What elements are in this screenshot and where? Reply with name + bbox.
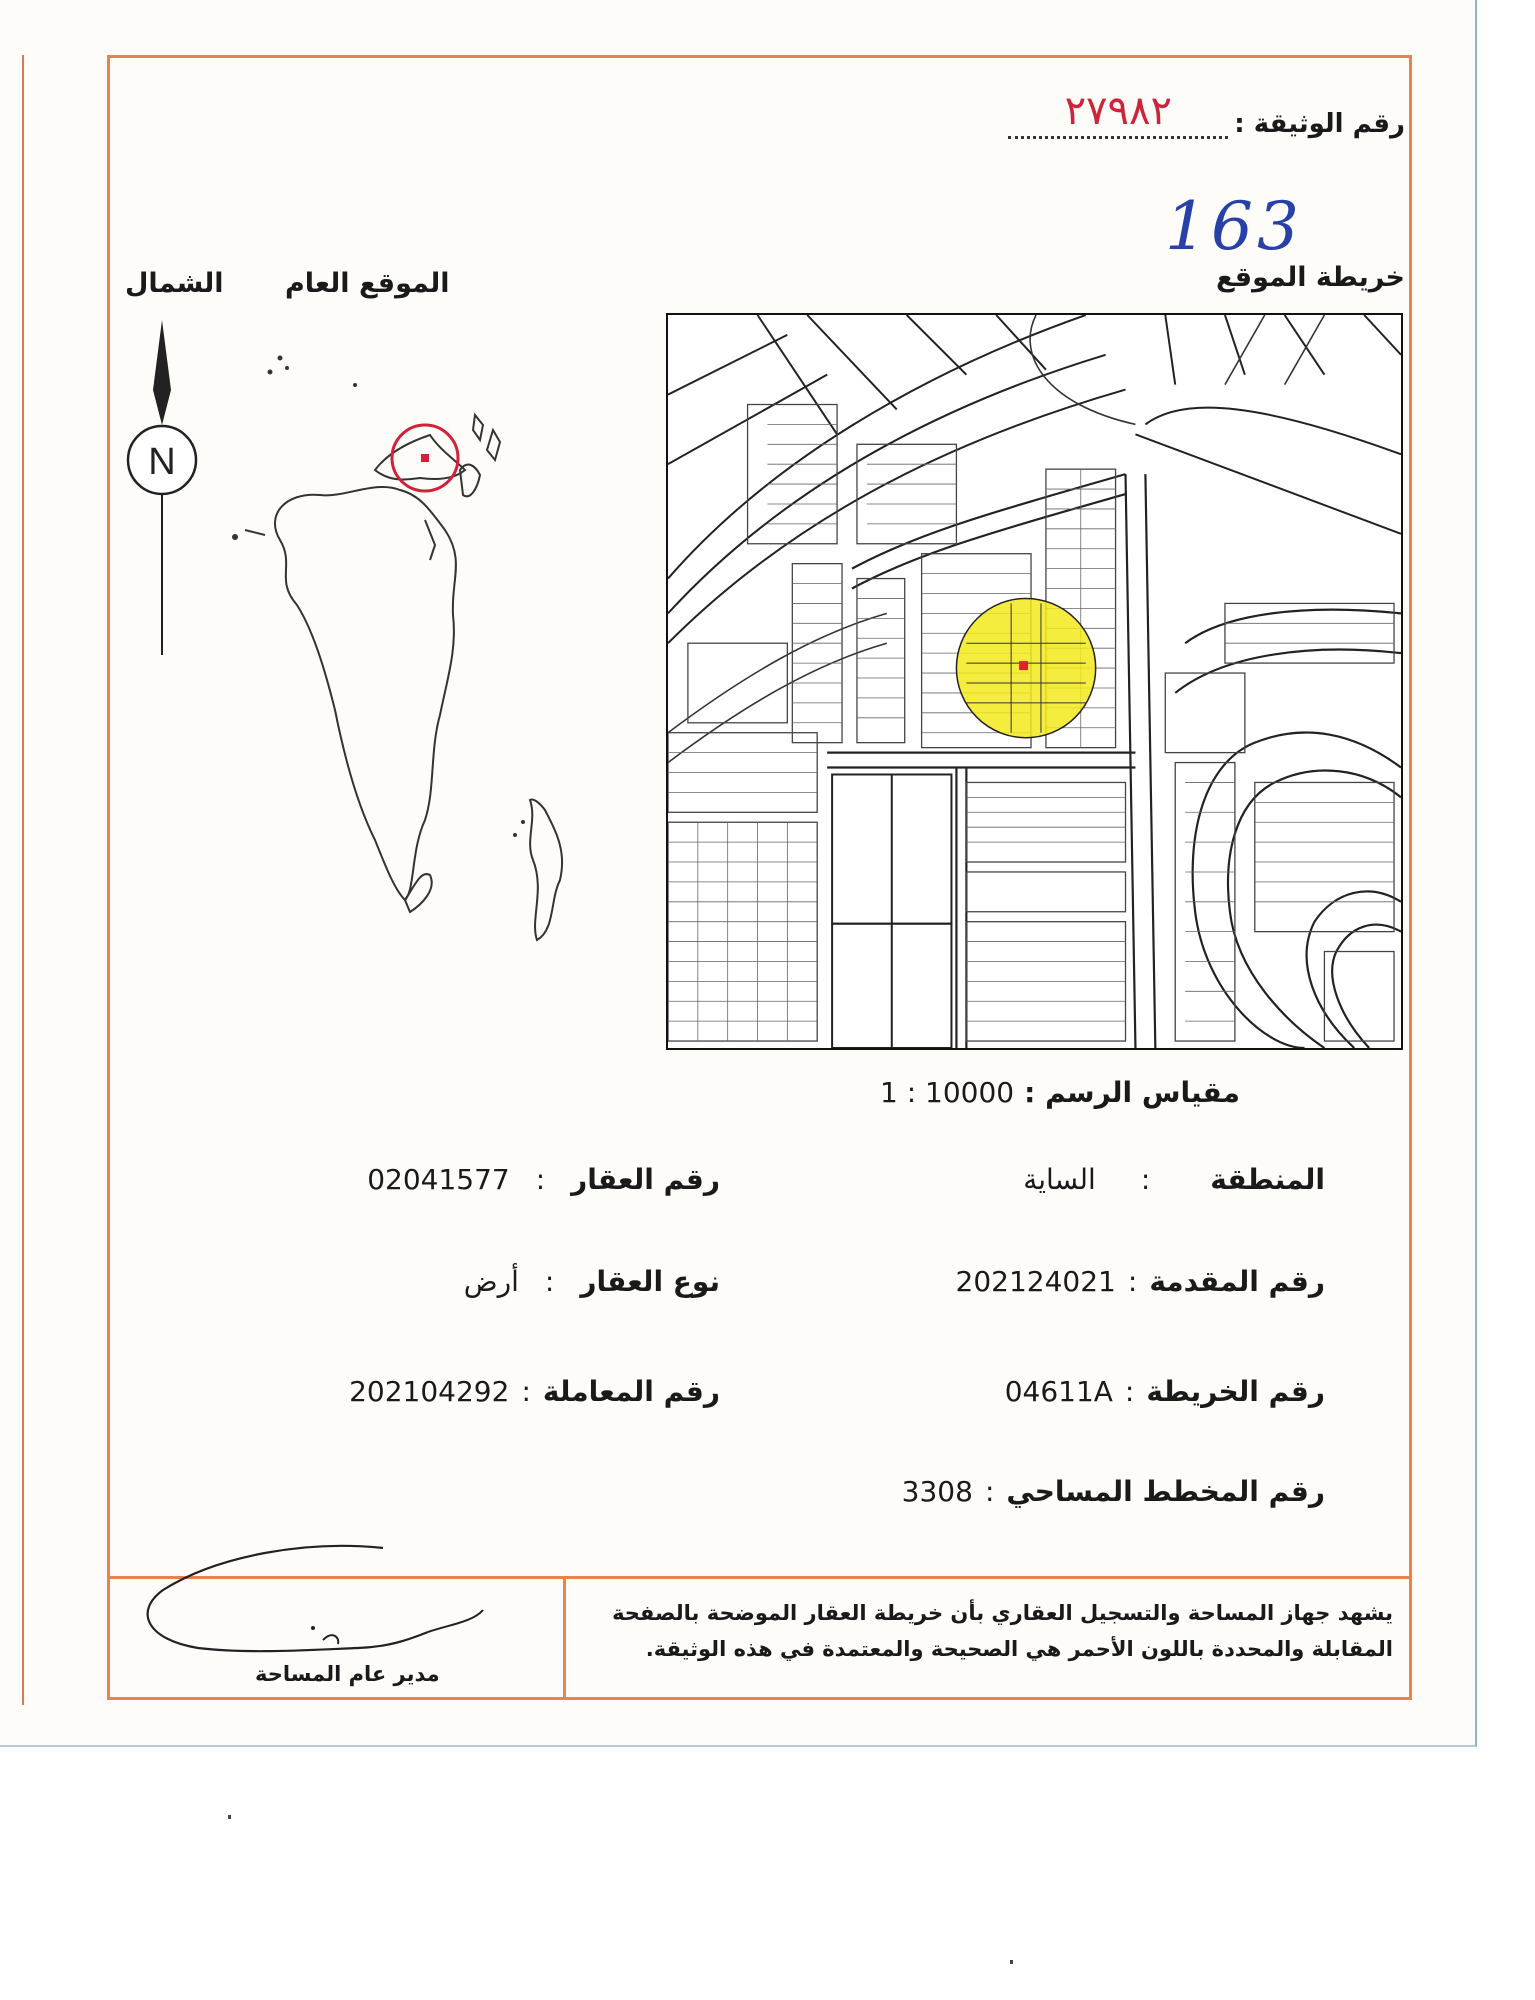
field-property-type — [464, 1265, 720, 1298]
scale-value: 1 : 10000 — [880, 1076, 1015, 1109]
bahrain-overview-map — [225, 330, 585, 1010]
region-label: المنطقة — [1210, 1163, 1325, 1196]
application-number-separator: : — [1127, 1265, 1138, 1298]
field-transaction-number — [349, 1375, 720, 1408]
property-number-value: 02041577 — [367, 1163, 510, 1196]
survey-plan-number-separator: : — [984, 1475, 995, 1508]
application-number-value: 202124021 — [955, 1265, 1116, 1298]
transaction-number-separator: : — [521, 1375, 531, 1408]
property-number-label: رقم العقار — [571, 1163, 720, 1196]
document-number-row — [1008, 88, 1405, 139]
transaction-number-label: رقم المعاملة — [542, 1375, 720, 1408]
director-title: مدير عام المساحة — [255, 1662, 440, 1686]
north-arrow-icon — [125, 320, 200, 660]
director-signature — [128, 1540, 508, 1670]
field-region — [1023, 1163, 1325, 1196]
field-survey-plan-number — [902, 1475, 1325, 1508]
survey-plan-number-label: رقم المخطط المساحي — [1006, 1475, 1325, 1508]
property-number-separator: : — [535, 1163, 546, 1196]
region-value: الساية — [1023, 1163, 1096, 1196]
north-letter: N — [148, 441, 176, 483]
field-application-number — [956, 1265, 1325, 1298]
certification-text: يشهد جهاز المساحة والتسجيل العقاري بأن خريطة العقار الموضحة بالصفحة المقابلة والمحددة باللون الأحمر هي الصحيحة والمعتمدة في هذه الوثيقة. — [612, 1601, 1393, 1661]
certification-divider — [563, 1576, 566, 1700]
handwritten-note: 163 — [1165, 188, 1303, 265]
scale-label: مقياس الرسم : — [1024, 1076, 1240, 1109]
map-number-separator: : — [1124, 1375, 1135, 1408]
site-location-map — [666, 313, 1403, 1050]
application-number-label: رقم المقدمة — [1149, 1265, 1325, 1298]
map-number-value: 04611A — [1004, 1375, 1113, 1408]
document-number-value: ٢٧٩٨٢ — [1008, 88, 1228, 139]
map-number-label: رقم الخريطة — [1146, 1375, 1325, 1408]
property-type-label: نوع العقار — [580, 1265, 720, 1298]
property-type-value: أرض — [463, 1265, 519, 1298]
document-number-label: رقم الوثيقة : — [1234, 109, 1405, 139]
field-property-number — [367, 1163, 720, 1196]
field-map-number — [1005, 1375, 1325, 1408]
transaction-number-value: 202104292 — [349, 1375, 510, 1408]
property-type-separator: : — [544, 1265, 555, 1298]
speck — [228, 1815, 231, 1819]
north-title: الشمال — [125, 268, 224, 299]
scale-row — [880, 1076, 1240, 1109]
site-map-title: خريطة الموقع — [1215, 262, 1405, 293]
speck — [1010, 1960, 1013, 1964]
general-location-title: الموقع العام — [285, 268, 450, 299]
region-separator: : — [1140, 1163, 1151, 1196]
left-margin-line — [0, 55, 24, 1705]
survey-plan-number-value: 3308 — [901, 1475, 973, 1508]
